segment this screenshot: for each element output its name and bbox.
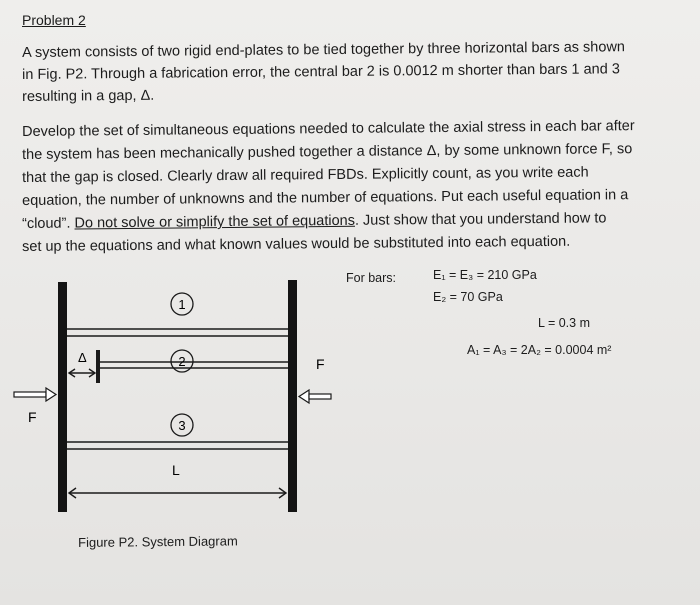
right-end-plate bbox=[288, 280, 297, 512]
task-line-6: set up the equations and what known values would be substituted into each equation. bbox=[22, 233, 571, 255]
bar-2-number: 2 bbox=[178, 354, 186, 369]
left-force-label: F bbox=[28, 409, 37, 425]
task-line-1: Develop the set of simultaneous equations needed to calculate the axial stress in each bar after bbox=[22, 118, 635, 140]
bar-3 bbox=[67, 442, 288, 449]
task-line-3: that the gap is closed. Clearly draw all required FBDs. Explicitly count, as you write each bbox=[22, 164, 589, 186]
bar-1 bbox=[67, 329, 288, 336]
do-not-solve-emphasis: Do not solve or simplify the set of equations bbox=[74, 212, 356, 232]
task-line-2: the system has been mechanically pushed together a distance Δ, by some unknown force F, so bbox=[22, 141, 633, 163]
left-force-arrow-icon bbox=[14, 388, 56, 401]
gap-dimension bbox=[69, 369, 95, 377]
modulus-bars-1-3: E₁ = E₃ = 210 GPa bbox=[433, 268, 537, 282]
problem-title: Problem 2 bbox=[22, 12, 86, 28]
for-bars-label: For bars: bbox=[346, 271, 397, 285]
area-values: A₁ = A₃ = 2A₂ = 0.0004 m² bbox=[467, 343, 612, 357]
figure-caption: Figure P2. System Diagram bbox=[78, 533, 238, 550]
length-dimension bbox=[69, 488, 286, 498]
task-line-5-pre: “cloud”. bbox=[22, 215, 75, 232]
right-force-arrow-icon bbox=[299, 390, 331, 403]
length-label: L bbox=[172, 462, 180, 478]
right-force-label: F bbox=[316, 356, 325, 372]
intro-line-3: resulting in a gap, Δ. bbox=[22, 87, 155, 105]
bar-1-number: 1 bbox=[178, 297, 186, 312]
gap-label: Δ bbox=[78, 350, 87, 365]
intro-line-1: A system consists of two rigid end-plates to be tied together by three horizontal bars as shown bbox=[22, 39, 626, 61]
intro-line-2: in Fig. P2. Through a fabrication error, the central bar 2 is 0.0012 m shorter than bars 1 and 3 bbox=[22, 61, 620, 83]
system-diagram bbox=[0, 270, 700, 530]
bar-3-number: 3 bbox=[178, 418, 186, 433]
task-line-5-post: . Just show that you understand how to bbox=[354, 210, 607, 229]
modulus-bar-2: E₂ = 70 GPa bbox=[433, 290, 503, 304]
task-line-4: equation, the number of unknowns and the number of equations. Put each useful equation in a bbox=[22, 187, 629, 209]
length-value: L = 0.3 m bbox=[538, 316, 590, 330]
left-end-plate bbox=[58, 282, 67, 512]
